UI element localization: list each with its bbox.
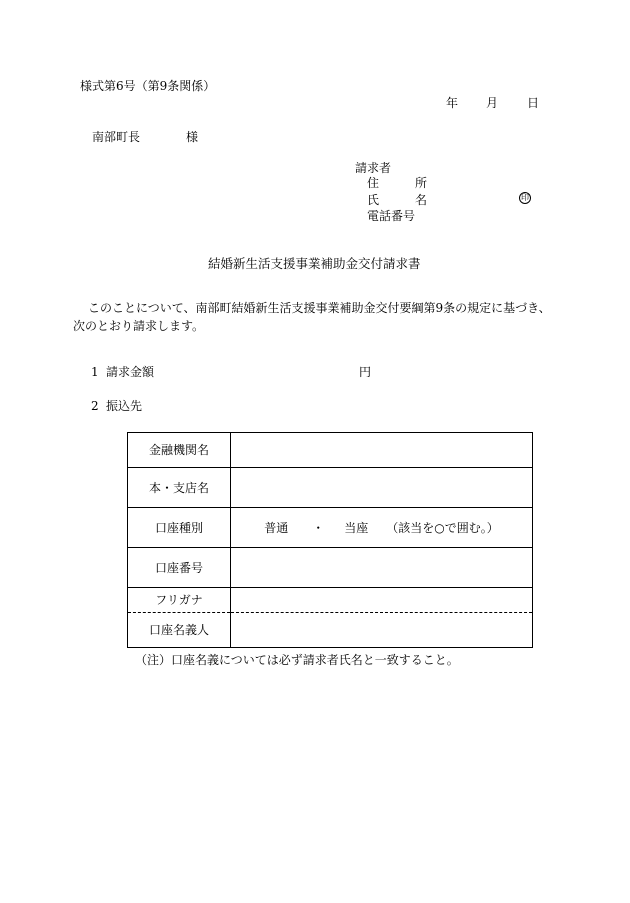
item-2-label: 振込先 [106, 399, 143, 413]
account-type-option-ordinary[interactable]: 普通 [264, 520, 289, 535]
bank-name-field[interactable] [231, 433, 533, 468]
claimant-name-char-2: 名 [414, 193, 427, 207]
account-type-hint: （該当を○で囲む。） [386, 520, 499, 535]
item-1-label: 請求金額 [106, 365, 155, 379]
account-type-separator: ・ [312, 520, 325, 535]
account-holder-field[interactable] [231, 613, 533, 648]
seal-icon: 印 [521, 193, 529, 202]
account-number-field[interactable] [231, 548, 533, 588]
item-2-number: 2 [91, 399, 99, 413]
claimant-address-label [367, 177, 427, 189]
form-number: 様式第6号（第9条関係） [80, 79, 216, 93]
document-title: 結婚新生活支援事業補助金交付請求書 [208, 256, 421, 271]
date-day-label: 日 [527, 96, 540, 110]
branch-name-field[interactable] [231, 468, 533, 508]
account-type-options [231, 522, 532, 534]
table-row-account-type [128, 508, 533, 548]
account-number-label: 口座番号 [128, 548, 231, 588]
table-row-branch-name [128, 468, 533, 508]
addressee-name: 南部町長 [92, 130, 141, 144]
claimant-address-char-2: 所 [414, 176, 427, 190]
body-text-line-2: 次のとおり請求します。 [73, 319, 205, 333]
claimant-phone-label: 電話番号 [367, 209, 416, 223]
item-1-number: 1 [91, 365, 99, 379]
claimant-name-char-1: 氏 [367, 193, 380, 207]
furigana-label: フリガナ [128, 588, 231, 613]
date-year-label: 年 [446, 96, 459, 110]
claimant-name-label [367, 194, 427, 206]
note-text: （注）口座名義については必ず請求者氏名と一致すること。 [135, 653, 459, 667]
account-holder-label: 口座名義人 [128, 613, 231, 648]
amount-unit-yen: 円 [359, 365, 372, 379]
bank-name-label: 金融機関名 [128, 433, 231, 468]
addressee-honorific: 様 [186, 130, 199, 144]
account-type-label: 口座種別 [128, 508, 231, 548]
table-row-account-number [128, 548, 533, 588]
table-row-bank-name [128, 433, 533, 468]
branch-name-label: 本・支店名 [128, 468, 231, 508]
table-row-account-holder [128, 613, 533, 648]
bank-transfer-table [127, 432, 533, 648]
claimant-address-char-1: 住 [367, 176, 380, 190]
table-row-furigana [128, 588, 533, 613]
furigana-field[interactable] [231, 588, 533, 613]
date-month-label: 月 [486, 96, 499, 110]
account-type-field[interactable] [231, 508, 533, 548]
body-text-line-1: このことについて、南部町結婚新生活支援事業補助金交付要綱第9条の規定に基づき、 [88, 301, 551, 315]
account-type-option-current[interactable]: 当座 [344, 520, 369, 535]
claimant-label: 請求者 [355, 161, 392, 175]
